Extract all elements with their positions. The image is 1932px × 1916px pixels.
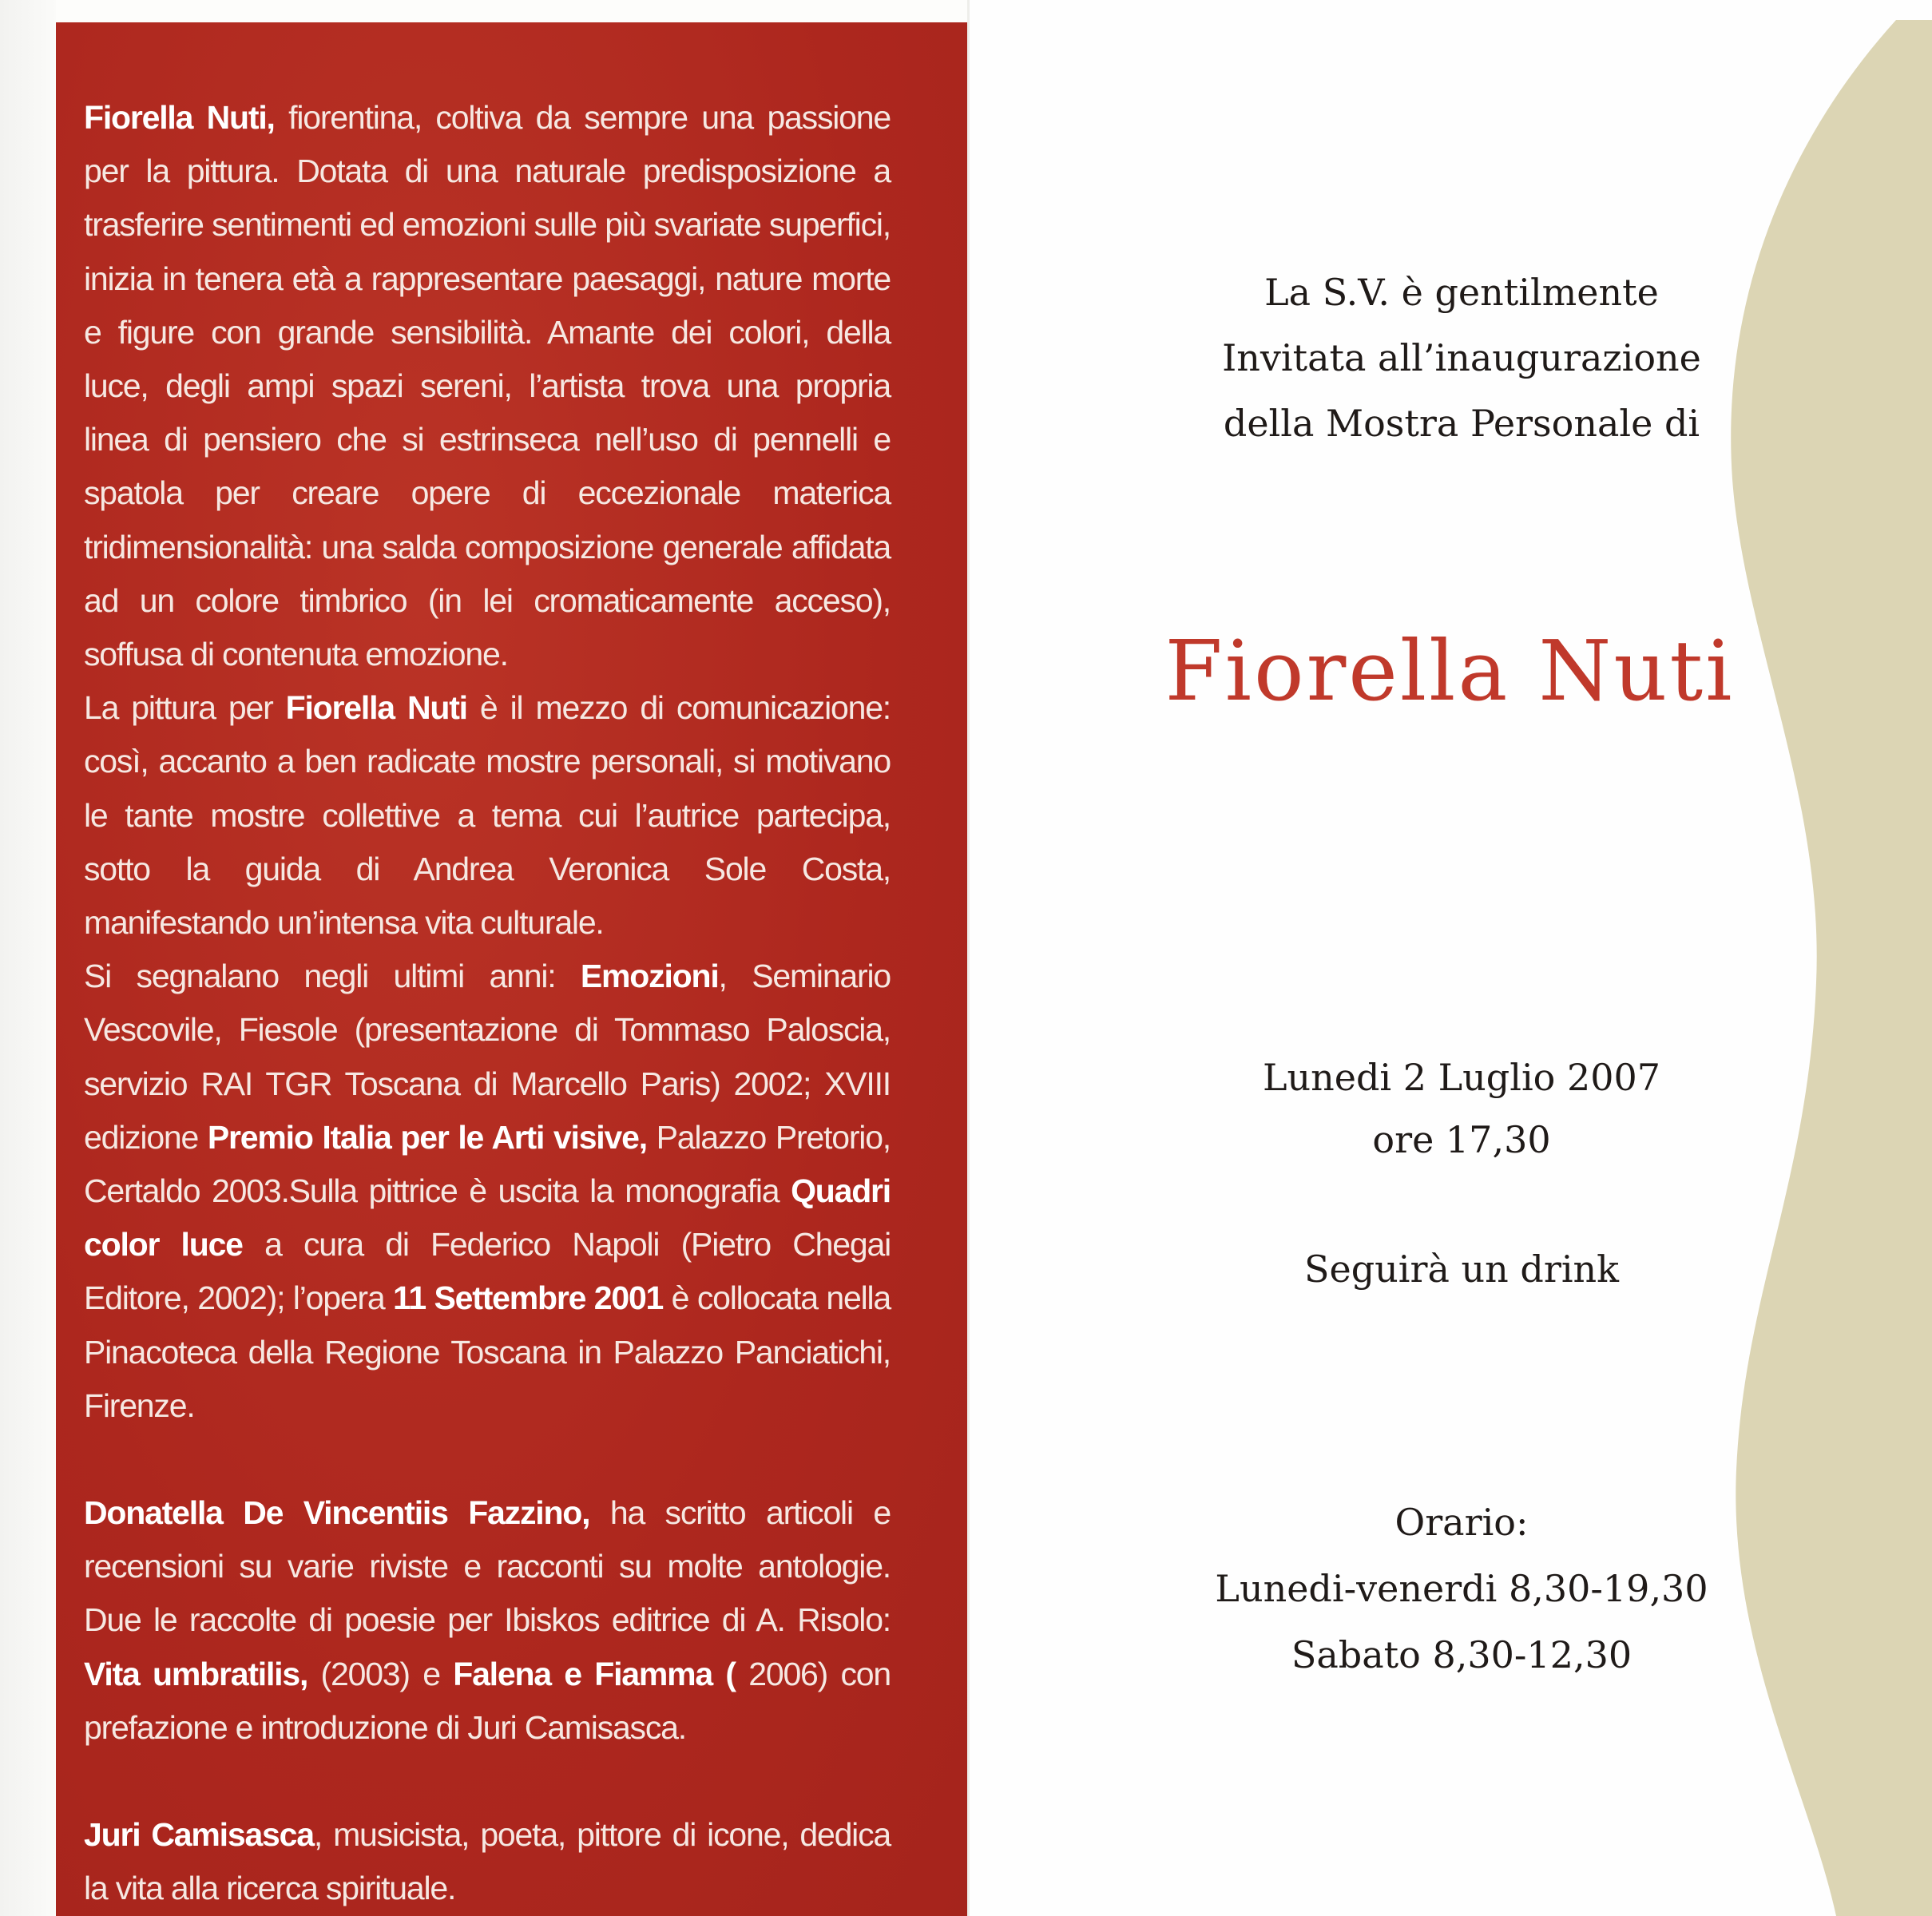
bio-text: a cura di Federico Napoli (Pietro Chegai Editore, 2002); l’opera bbox=[84, 1226, 891, 1317]
author-name-bold: Juri Camisasca bbox=[84, 1816, 314, 1854]
bio-paragraph-artist bbox=[84, 91, 891, 681]
artist-name-bold: Fiorella Nuti, bbox=[84, 99, 275, 136]
bio-text: (2003) e bbox=[307, 1655, 454, 1692]
bio-paragraph-donatella bbox=[84, 1486, 891, 1755]
bio-text: ha scritto articoli e recensioni su varie riviste e racconti su molte antologie. Due le raccolte di poesie per Ibiskos editrice di A. Risolo: bbox=[84, 1494, 891, 1639]
invitation-message bbox=[1062, 260, 1861, 456]
scan-margin bbox=[0, 0, 56, 1916]
bio-paragraph-communication bbox=[84, 681, 891, 950]
hours-title: Orario: bbox=[1394, 1501, 1529, 1544]
monograph-title: Quadri color luce bbox=[84, 1172, 891, 1263]
biography-text bbox=[84, 91, 891, 1916]
bio-text: , Seminario Vescovile, Fiesole (presentazione di Tommaso Paloscia, servizio RAI TGR Toscana di Marcello Paris) 2002; XVIII edizione bbox=[84, 958, 891, 1156]
author-name-bold: Donatella De Vincentiis Fazzino, bbox=[84, 1494, 590, 1532]
invite-line-3: della Mostra Personale di bbox=[1223, 402, 1700, 445]
hours-weekdays: Lunedi-venerdi 8,30-19,30 bbox=[1215, 1567, 1708, 1610]
invite-line-2: Invitata all’inaugurazione bbox=[1222, 336, 1701, 379]
invite-line-1: La S.V. è gentilmente bbox=[1264, 271, 1659, 314]
bio-text: , musicista, poeta, pittore di icone, dedica la vita alla ricerca spirituale. bbox=[84, 1816, 891, 1907]
event-datetime bbox=[1062, 1046, 1861, 1171]
bio-text: 2006) con prefazione e introduzione di Juri Camisasca. bbox=[84, 1655, 891, 1746]
hours-saturday: Sabato 8,30-12,30 bbox=[1291, 1633, 1632, 1676]
artist-title: Fiorella Nuti bbox=[1164, 622, 1735, 720]
award-title: Premio Italia per le Arti visive, bbox=[207, 1118, 647, 1156]
bio-paragraph-exhibitions bbox=[84, 950, 891, 1433]
bio-text: Palazzo Pretorio, Certaldo 2003.Sulla pittrice è uscita la monografia bbox=[84, 1118, 891, 1210]
bio-text: La pittura per bbox=[84, 689, 286, 727]
opening-hours bbox=[1062, 1490, 1861, 1688]
drink-note: Seguirà un drink bbox=[1303, 1248, 1620, 1291]
exhibition-title: Emozioni bbox=[580, 958, 719, 995]
bio-text: è collocata nella Pinacoteca della Regione Toscana in Palazzo Panciatichi, Firenze. bbox=[84, 1279, 891, 1424]
artist-name-bold: Fiorella Nuti bbox=[285, 689, 467, 727]
event-date: Lunedi 2 Luglio 2007 bbox=[1262, 1056, 1661, 1099]
bio-text: è il mezzo di comunicazione: così, accanto a ben radicate mostre personali, si motivano le tante mostre collettive a tema cui l’autrice partecipa, sotto la guida di Andrea Veronica Sole Costa, manifestando un’intensa vita culturale. bbox=[84, 689, 891, 942]
bio-text: Si segnalano negli ultimi anni: bbox=[84, 958, 581, 995]
bio-text: fiorentina, coltiva da sempre una passione per la pittura. Dotata di una naturale predisposizione a trasferire sentimenti ed emozioni sulle più svariate superfici, inizia in tenera età a rappresentare paesaggi, nature morte e figure con grande sensibilità. Amante dei colori, della luce, degli ampi spazi sereni, l’artista trova una propria linea di pensiero che si estrinseca nell’uso di pennelli e spatola per creare opere di eccezionale materica tridimensionalità: una salda composizione generale affidata ad un colore timbrico (in lei cromaticamente acceso), soffusa di contenuta emozione. bbox=[84, 99, 891, 673]
book-title: Vita umbratilis, bbox=[84, 1655, 308, 1692]
artwork-title: 11 Settembre 2001 bbox=[393, 1279, 664, 1317]
book-title: Falena e Fiamma ( bbox=[453, 1655, 736, 1692]
bio-paragraph-juri bbox=[84, 1808, 891, 1915]
event-time: ore 17,30 bbox=[1372, 1118, 1551, 1161]
